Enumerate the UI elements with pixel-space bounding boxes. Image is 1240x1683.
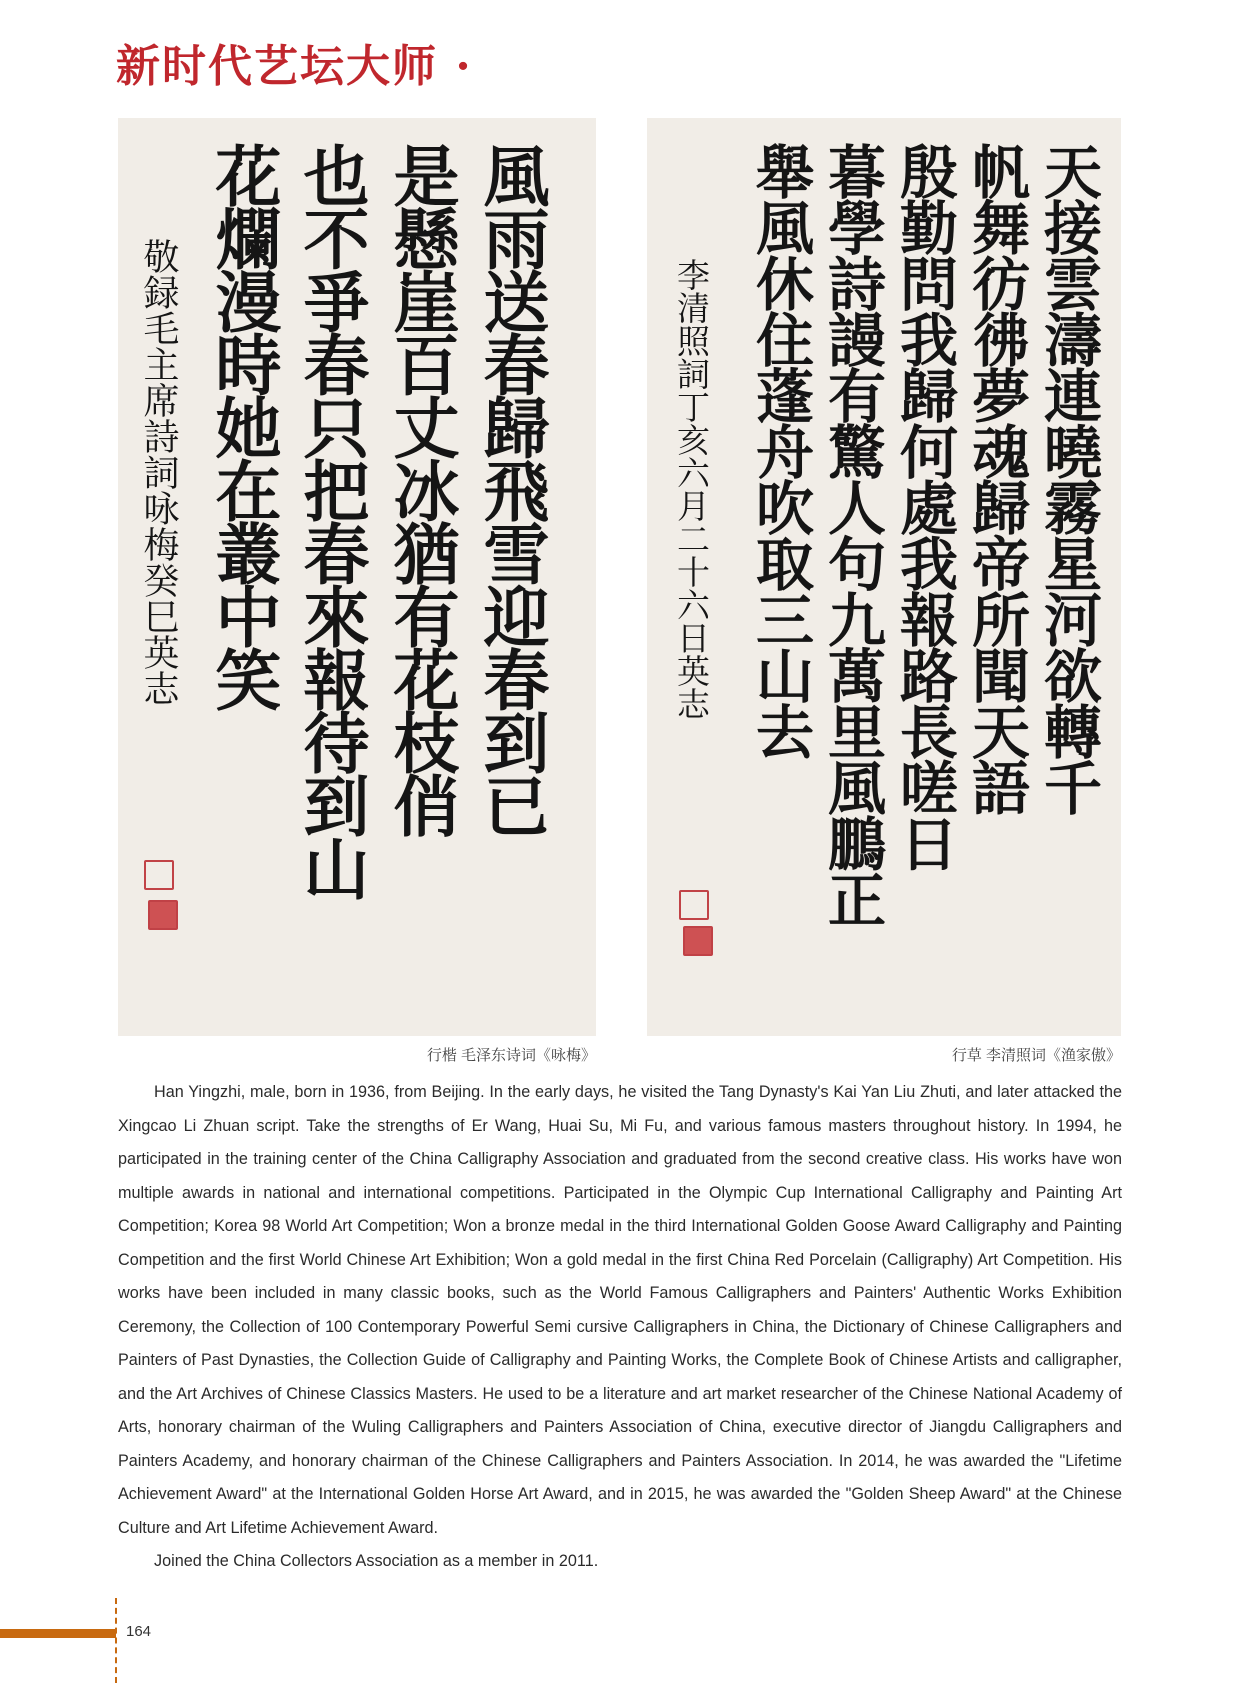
calligraphy-artwork-right — [647, 118, 1121, 1036]
calligraphy-column: 風雨送春歸飛雪迎春到已 — [472, 142, 550, 835]
calligraphy-column: 是懸崖百丈冰猶有花枝俏 — [382, 142, 460, 835]
seal-stamp — [148, 900, 178, 930]
calligraphy-column: 也不爭春只把春來報待到山 — [292, 142, 370, 898]
calligraphy-inscription: 敬録毛主席詩詞咏梅癸巳英志 — [138, 238, 179, 706]
artist-biography — [118, 1076, 1122, 1579]
seal-stamp — [679, 890, 709, 920]
footer-accent-bar — [0, 1629, 116, 1638]
seal-stamp — [144, 860, 174, 890]
footer-dashed-line — [115, 1598, 117, 1683]
artwork-caption-right: 行草 李清照词《渔家傲》 — [951, 1047, 1121, 1064]
calligraphy-column: 花爛漫時她在叢中笑 — [204, 142, 282, 709]
calligraphy-inscription: 李清照詞丁亥六月二十六日英志 — [672, 258, 711, 720]
calligraphy-artwork-left — [118, 118, 596, 1036]
calligraphy-column: 暮學詩謾有驚人句九萬里風鵬正 — [818, 142, 886, 926]
page-title: 新时代艺坛大师 · — [116, 41, 473, 92]
artwork-caption-left: 行楷 毛泽东诗词《咏梅》 — [426, 1047, 596, 1064]
bio-paragraph: Joined the China Collectors Association as a member in 2011. — [154, 1552, 599, 1570]
bio-paragraph: Han Yingzhi, male, born in 1936, from Beijing. In the early days, he visited the Tang Dynasty's Kai Yan Liu Zhuti, and later attacked the Xingcao Li Zhuan script. Take the strengths of Er Wang, Huai Su, Mi Fu, and various famous masters throughout history. In 1994, he participated in the training center of the China Calligraphy Association and graduated from the second creative class. His works have won multiple awards in national and international competitions. Participated in the Olympic Cup International Calligraphy and Painting Art Competition; Korea 98 World Art Competition; Won a bronze medal in the third International Golden Goose Award Calligraphy and Painting Competition and the first World Chinese Art Exhibition; Won a gold medal in the first China Red Porcelain (Calligraphy) Art Competition. His works have been included in many classic books, such as the World Famous Calligraphers and Painters' Authentic Works Exhibition Ceremony, the Collection of 100 Contemporary Powerful Semi cursive Calligraphers in China, the Dictionary of Chinese Calligraphers and Painters of Past Dynasties, the Collection Guide of Calligraphy and Painting Works, the Complete Book of Chinese Artists and calligrapher, and the Art Archives of Chinese Classics Masters. He used to be a literature and art market researcher of the Chinese National Academy of Arts, honorary chairman of the Wuling Calligraphers and Painters Association of China, executive director of Jiangdu Calligraphers and Painters Academy, and honorary chairman of the Chinese Calligraphers and Painters Association. In 2014, he was awarded the "Lifetime Achievement Award" at the International Golden Horse Art Award, and in 2015, he was awarded the "Golden Sheep Award" at the Chinese Culture and Art Lifetime Achievement Award. — [118, 1083, 1122, 1537]
calligraphy-column: 舉風休住蓬舟吹取三山去 — [746, 142, 814, 758]
page-number: 164 — [126, 1623, 152, 1640]
calligraphy-column: 天接雲濤連曉霧星河欲轉千 — [1034, 142, 1102, 814]
seal-stamp — [683, 926, 713, 956]
calligraphy-column: 帆舞彷彿夢魂歸帝所聞天語 — [962, 142, 1030, 814]
calligraphy-column: 殷勤問我歸何處我報路長嗟日 — [890, 142, 958, 870]
